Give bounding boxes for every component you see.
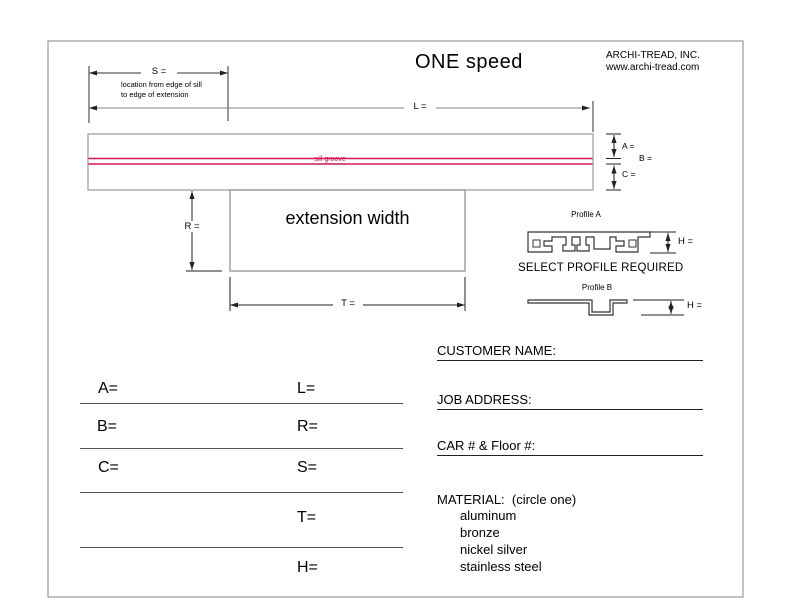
dim-a-label: A = bbox=[622, 141, 635, 151]
page-title: ONE speed bbox=[415, 51, 523, 73]
material-option-aluminum[interactable]: aluminum bbox=[460, 508, 517, 523]
extension-rectangle bbox=[230, 190, 465, 271]
dim-fill-line-2[interactable] bbox=[80, 448, 403, 449]
car-floor-label: CAR # & Floor #: bbox=[437, 438, 536, 453]
select-profile-text: SELECT PROFILE REQUIRED bbox=[518, 262, 684, 274]
customer-name-field[interactable] bbox=[437, 343, 703, 361]
dim-field-l: L= bbox=[297, 380, 316, 397]
dim-field-s: S= bbox=[297, 459, 318, 476]
dim-fill-line-4[interactable] bbox=[80, 547, 403, 548]
dim-r-label: R = bbox=[172, 221, 212, 232]
sill-groove-label: sill groove bbox=[314, 156, 346, 163]
dim-s-note-line2: to edge of extension bbox=[121, 90, 189, 99]
customer-name-label: CUSTOMER NAME: bbox=[437, 343, 556, 358]
abc-dimensions bbox=[606, 134, 621, 190]
l-dimension bbox=[89, 101, 593, 132]
dim-s-note bbox=[121, 80, 202, 100]
page-border bbox=[48, 41, 743, 597]
profile-b-h-dimension bbox=[633, 300, 684, 315]
material-label: MATERIAL: (circle one) bbox=[437, 492, 577, 507]
profile-b-h-label: H = bbox=[687, 300, 703, 311]
dim-s-note-line1: location from edge of sill bbox=[121, 80, 202, 89]
dim-field-a: A= bbox=[98, 380, 119, 397]
company-name: ARCHI-TREAD, INC. bbox=[606, 50, 700, 61]
dim-field-c: C= bbox=[98, 459, 119, 476]
profile-a-shape bbox=[528, 232, 650, 252]
job-address-label: JOB ADDRESS: bbox=[437, 392, 532, 407]
dim-t-label: T = bbox=[341, 298, 355, 309]
dim-field-r: R= bbox=[297, 418, 318, 435]
profile-b-shape bbox=[528, 300, 627, 315]
dim-l-label: L = bbox=[413, 101, 427, 112]
dim-field-t: T= bbox=[297, 509, 317, 526]
profile-a-h-dimension bbox=[650, 232, 676, 253]
profile-b-label: Profile B bbox=[581, 283, 613, 292]
dim-c-label: C = bbox=[622, 169, 636, 179]
dim-field-b: B= bbox=[97, 418, 118, 435]
dim-fill-line-1[interactable] bbox=[80, 403, 403, 404]
material-option-stainless-steel[interactable]: stainless steel bbox=[460, 559, 542, 574]
material-options bbox=[460, 507, 542, 575]
dim-fill-line-3[interactable] bbox=[80, 492, 403, 493]
car-floor-field[interactable] bbox=[437, 438, 703, 456]
extension-width-label: extension width bbox=[285, 208, 410, 228]
profile-a-label: Profile A bbox=[571, 210, 601, 219]
profile-a-h-label: H = bbox=[678, 236, 694, 247]
dim-s-label: S = bbox=[151, 66, 167, 77]
company-website: www.archi-tread.com bbox=[606, 62, 700, 73]
dim-field-h: H= bbox=[297, 559, 318, 576]
material-option-nickel-silver[interactable]: nickel silver bbox=[460, 542, 528, 557]
material-option-bronze[interactable]: bronze bbox=[460, 525, 500, 540]
job-address-field[interactable] bbox=[437, 392, 703, 410]
dim-b-label: B = bbox=[639, 153, 652, 163]
